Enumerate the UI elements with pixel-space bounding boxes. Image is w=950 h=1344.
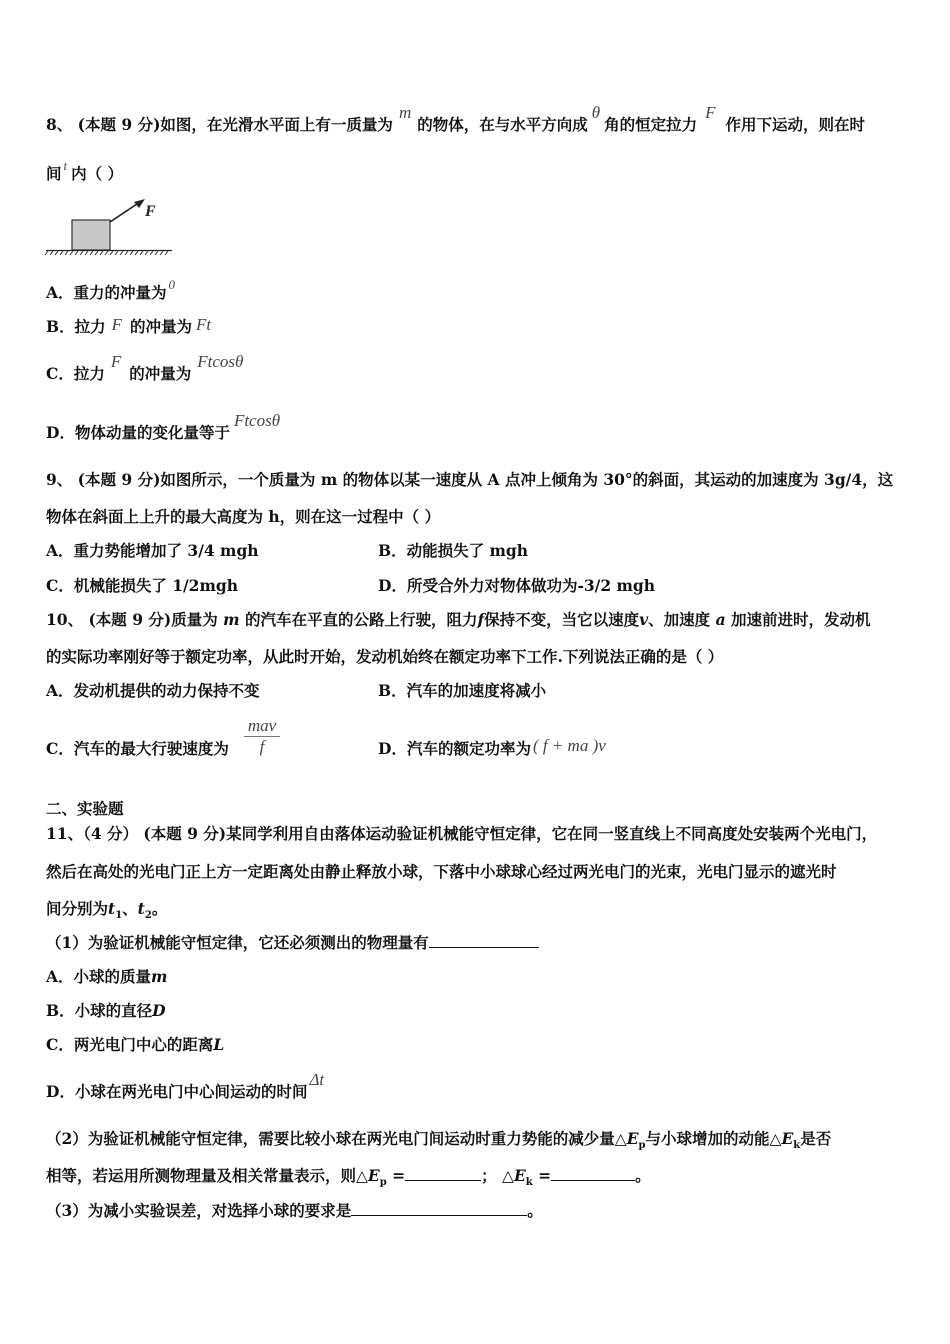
q10-option-c-fraction [244,716,280,757]
q8-figure [44,196,174,258]
q11-part2-line2 [46,1166,651,1193]
force-label: F [145,203,156,220]
option-math: 0 [168,277,176,292]
q11-sub: 1 [115,910,123,922]
q8-force-symbol: F [705,103,716,122]
q8-option-b[interactable] [46,317,211,337]
q10-text: 、加速度 [648,610,711,629]
q11-part2-line1 [46,1129,831,1156]
q9-option-c[interactable]: C．机械能损失了 1/2mgh [46,576,238,595]
option-math: ( f + ma )v [532,736,606,755]
option-text: D．汽车的额定功率为 [378,739,531,758]
q8-option-c[interactable] [46,352,244,384]
q8-time-symbol: t [63,158,68,173]
q11-text: 。 [151,899,168,918]
q10-var: v [639,610,649,629]
option-math: Ft [196,315,212,334]
q11-text: 与小球增加的动能△ [645,1129,782,1148]
q11-text: 。 [527,1201,543,1220]
q9-stem-line2: 物体在斜面上上升的最大高度为 h，则在这一过程中（ ） [46,507,441,526]
q8-text: 作用下运动，则在时 [725,115,866,134]
q11-stem-line1: 11、（4 分） (本题 9 分)某同学利用自由落体运动验证机械能守恒定律，它在同一竖直线上不同高度处安装两个光电门， [46,824,878,843]
block-force-diagram [44,196,174,258]
q11-sub: k [525,1177,533,1189]
q10-text: 的汽车在平直的公路上行驶，阻力 [244,610,478,629]
q10-text: 保持不变，当它以速度 [484,610,640,629]
q11-var: t [137,899,145,918]
option-text: C．两光电门中心的距离 [46,1035,214,1054]
fraction-denominator: f [259,737,265,756]
answer-blank[interactable] [551,1166,635,1181]
q11-var: E [626,1129,639,1148]
option-text: 的冲量为 [130,317,193,336]
option-math: Ftcosθ [233,411,281,430]
option-text: A．重力的冲量为 [46,283,167,302]
q9-option-a[interactable]: A．重力势能增加了 3/4 mgh [46,541,259,560]
q11-option-c[interactable] [46,1035,224,1055]
block-shape [72,220,110,250]
q11-sub: k [793,1140,801,1152]
q11-text: 。 [635,1166,651,1185]
q10-var: a [715,610,726,629]
fraction-numerator: mav [247,716,277,735]
q11-text: 间分别为 [46,899,109,918]
option-math: F [111,315,122,334]
answer-blank[interactable] [351,1201,527,1216]
q11-text: （3）为减小实验误差，对选择小球的要求是 [46,1201,352,1220]
q11-text: ； △ [481,1166,514,1185]
q11-text: （2）为验证机械能守恒定律，需要比较小球在两光电门间运动时重力势能的减少量△ [46,1129,627,1148]
option-text: B．拉力 [46,317,106,336]
section-heading: 二、实验题 [46,799,124,818]
option-var: L [213,1035,225,1054]
q11-sub: p [379,1177,387,1189]
q11-stem-line2: 然后在高处的光电门正上方一定距离处由静止释放小球，下落中小球球心经过两光电门的光束，光电门显示的遮光时 [46,862,837,881]
q8-option-a[interactable] [46,277,176,304]
option-text: 的冲量为 [129,364,192,383]
q11-text: 、 [122,899,138,918]
q8-stem-line1 [46,103,866,135]
option-var: m [151,967,168,986]
q11-var: E [367,1166,380,1185]
q10-stem-line2: 的实际功率刚好等于额定功率，从此时开始，发动机始终在额定功率下工作.下列说法正确的是（ ） [46,647,724,666]
option-text: D．小球在两光电门中心间运动的时间 [46,1082,308,1101]
answer-blank[interactable] [405,1166,481,1181]
q11-sub: p [638,1140,646,1152]
q8-theta-symbol: θ [591,103,601,122]
q8-text: 角的恒定拉力 [604,115,698,134]
q11-var: E [513,1166,526,1185]
option-var: D [152,1001,166,1020]
q10-option-b[interactable]: B．汽车的加速度将减小 [378,681,547,700]
q11-sub: 2 [144,910,152,922]
q11-option-d[interactable] [46,1070,325,1102]
option-text: A．小球的质量 [46,967,152,986]
answer-blank[interactable] [429,933,539,948]
q8-text: 8、 (本题 9 分)如图，在光滑水平面上有一质量为 [46,115,393,134]
q11-stem-line3 [46,899,167,926]
q10-var: m [223,610,240,629]
ground-hatching [45,251,168,255]
option-math: Δt [309,1070,325,1089]
q11-text: = [386,1166,406,1185]
q9-stem-line1: 9、 (本题 9 分)如图所示，一个质量为 m 的物体以某一速度从 A 点冲上倾角为 30°的斜面，其运动的加速度为 3g/4，这 [46,470,894,489]
q9-option-d[interactable]: D．所受合外力对物体做功为-3/2 mgh [378,576,656,595]
q8-option-d[interactable] [46,411,281,443]
q11-option-a[interactable] [46,967,167,987]
q10-option-a[interactable]: A．发动机提供的动力保持不变 [46,681,260,700]
q10-option-c[interactable] [46,739,229,759]
q8-text: 内（ ） [71,164,124,183]
q11-part3 [46,1201,543,1221]
q11-text: 是否 [800,1129,832,1148]
q10-text: 10、 (本题 9 分)质量为 [46,610,218,629]
q8-text: 间 [46,164,62,183]
q11-text: 相等，若运用所测物理量及相关常量表示，则△ [46,1166,368,1185]
option-text: D．物体动量的变化量等于 [46,423,230,442]
option-text: B．小球的直径 [46,1001,153,1020]
q11-var: t [108,899,116,918]
q9-option-b[interactable]: B．动能损失了 mgh [378,541,529,560]
option-text: C．拉力 [46,364,105,383]
option-math: F [110,352,122,371]
q8-mass-symbol: m [398,103,412,122]
q8-stem-line2 [46,158,124,185]
q10-option-d[interactable] [378,736,606,759]
q11-var: E [781,1129,794,1148]
force-arrow-shaft [110,202,140,222]
q10-text: 加速前进时，发动机 [731,610,871,629]
force-arrow-head [134,199,145,208]
q8-text: 的物体，在与水平方向成 [417,115,588,134]
q11-text: （1）为验证机械能守恒定律，它还必须测出的物理量有 [46,933,429,952]
q11-part1 [46,933,539,953]
q11-text: = [532,1166,552,1185]
option-text: C．汽车的最大行驶速度为 [46,739,229,758]
q10-stem-line1 [46,610,871,630]
option-math: Ftcosθ [197,352,244,371]
q11-option-b[interactable] [46,1001,166,1021]
q10-var: f [477,610,485,629]
